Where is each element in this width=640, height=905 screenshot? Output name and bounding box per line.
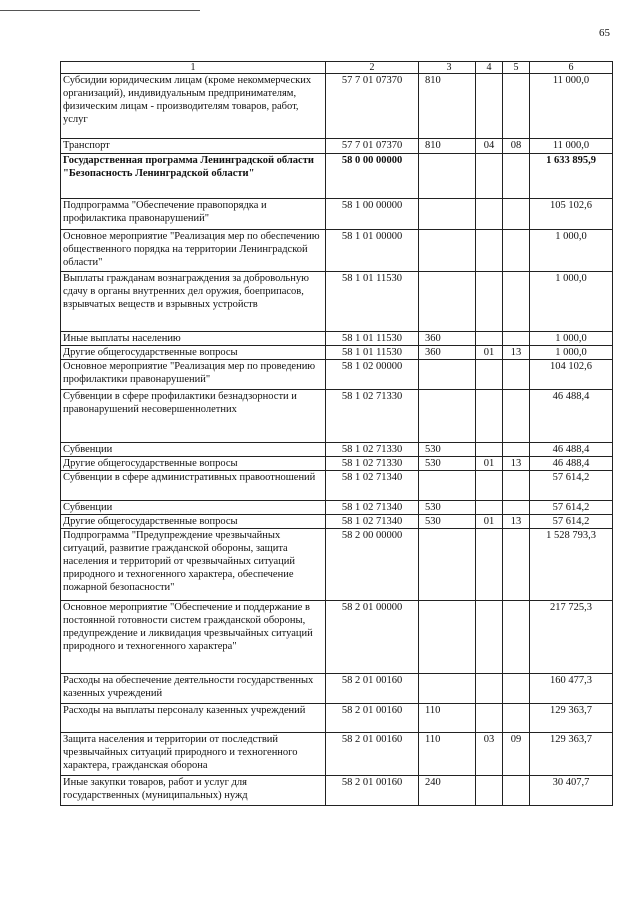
cell-code: 58 2 01 00160 [326,674,419,704]
cell-sub [503,704,530,733]
table-row [61,501,613,515]
cell-code: 58 1 02 71340 [326,471,419,501]
cell-sub: 13 [503,515,530,529]
cell-sub [503,443,530,457]
cell-type: 110 [419,733,476,776]
cell-sum: 1 000,0 [530,272,613,332]
cell-type [419,272,476,332]
cell-sec [476,360,503,390]
table-row [61,154,613,199]
cell-sub [503,360,530,390]
cell-sec [476,332,503,346]
table-row [61,199,613,230]
header-col-6: 6 [530,62,613,74]
cell-name: Государственная программа Ленинградской области "Безопасность Ленинградской области" [61,154,326,199]
cell-sum: 57 614,2 [530,501,613,515]
cell-type [419,360,476,390]
cell-type: 240 [419,776,476,806]
cell-name: Выплаты гражданам вознаграждения за добровольную сдачу в органы внутренних дел оружия, боеприпасов, взрывчатых веществ и взрывных устройств [61,272,326,332]
table-row [61,272,613,332]
cell-sub [503,230,530,272]
budget-table [60,61,613,806]
cell-sub [503,332,530,346]
cell-type: 110 [419,704,476,733]
cell-sec [476,74,503,139]
cell-name: Основное мероприятие "Реализация мер по обеспечению общественного порядка на территории Ленинградской области" [61,230,326,272]
cell-sum: 30 407,7 [530,776,613,806]
cell-sum: 217 725,3 [530,601,613,674]
cell-type [419,529,476,601]
cell-sec [476,674,503,704]
header-row [61,62,613,74]
cell-sec [476,154,503,199]
cell-sec: 01 [476,457,503,471]
cell-type [419,601,476,674]
table-row [61,704,613,733]
cell-sum: 1 000,0 [530,332,613,346]
cell-sub [503,390,530,443]
cell-sub: 13 [503,457,530,471]
cell-sec [476,272,503,332]
cell-code: 58 1 01 11530 [326,346,419,360]
cell-sec [476,390,503,443]
cell-code: 58 2 01 00160 [326,704,419,733]
cell-sum: 1 528 793,3 [530,529,613,601]
cell-sum: 129 363,7 [530,733,613,776]
cell-type [419,199,476,230]
cell-code: 58 1 01 11530 [326,332,419,346]
cell-code: 58 1 01 11530 [326,272,419,332]
cell-sec [476,471,503,501]
cell-sec [476,601,503,674]
cell-code: 58 1 02 71340 [326,501,419,515]
table-row [61,776,613,806]
table-row [61,443,613,457]
cell-name: Субвенции [61,501,326,515]
cell-name: Подпрограмма "Предупреждение чрезвычайных ситуаций, развитие гражданской обороны, защита населения и территорий от чрезвычайных ситуаций природного и техногенного характера, обеспечение пожарной безопасности" [61,529,326,601]
cell-code: 58 1 02 00000 [326,360,419,390]
cell-code: 58 2 01 00160 [326,776,419,806]
cell-sum: 46 488,4 [530,390,613,443]
table-row [61,332,613,346]
cell-type: 360 [419,332,476,346]
cell-sub [503,501,530,515]
cell-name: Субсидии юридическим лицам (кроме некоммерческих организаций), индивидуальным предпринимателям, физическим лицам - производителям товаров, работ, услуг [61,74,326,139]
header-col-3: 3 [419,62,476,74]
table-row [61,601,613,674]
cell-sum: 1 000,0 [530,230,613,272]
cell-code: 58 2 01 00000 [326,601,419,674]
header-col-4: 4 [476,62,503,74]
cell-sec: 01 [476,346,503,360]
header-col-1: 1 [61,62,326,74]
cell-sec [476,443,503,457]
cell-type: 530 [419,515,476,529]
cell-code: 58 2 00 00000 [326,529,419,601]
table-row [61,346,613,360]
cell-sum: 105 102,6 [530,199,613,230]
cell-type: 810 [419,74,476,139]
cell-code: 58 1 02 71340 [326,515,419,529]
cell-sec [476,704,503,733]
cell-sec [476,776,503,806]
cell-code: 58 1 02 71330 [326,457,419,471]
top-rule [0,10,200,11]
cell-sum: 11 000,0 [530,74,613,139]
table-row [61,471,613,501]
cell-sub [503,272,530,332]
table-body [61,74,613,806]
table-row [61,139,613,154]
cell-type [419,390,476,443]
cell-sec: 04 [476,139,503,154]
cell-type [419,471,476,501]
cell-sub [503,776,530,806]
cell-sec [476,199,503,230]
cell-sum: 104 102,6 [530,360,613,390]
cell-sum: 46 488,4 [530,457,613,471]
cell-sub [503,471,530,501]
cell-name: Иные выплаты населению [61,332,326,346]
cell-type [419,230,476,272]
cell-sub [503,74,530,139]
cell-sum: 1 633 895,9 [530,154,613,199]
cell-type: 360 [419,346,476,360]
cell-name: Транспорт [61,139,326,154]
cell-name: Основное мероприятие "Обеспечение и поддержание в постоянной готовности систем гражданской обороны, предупреждение и ликвидация чрезвычайных ситуаций природного и техногенного характера" [61,601,326,674]
cell-sum: 160 477,3 [530,674,613,704]
cell-code: 58 2 01 00160 [326,733,419,776]
table-row [61,457,613,471]
cell-sub: 13 [503,346,530,360]
cell-sum: 1 000,0 [530,346,613,360]
table-row [61,733,613,776]
cell-name: Субвенции в сфере профилактики безнадзорности и правонарушений несовершеннолетних [61,390,326,443]
cell-name: Основное мероприятие "Реализация мер по проведению профилактики правонарушений" [61,360,326,390]
cell-code: 58 1 01 00000 [326,230,419,272]
header-col-5: 5 [503,62,530,74]
cell-sec [476,230,503,272]
cell-sub [503,199,530,230]
table-row [61,360,613,390]
table-row [61,674,613,704]
cell-type [419,674,476,704]
cell-type: 530 [419,457,476,471]
table-row [61,529,613,601]
cell-sum: 46 488,4 [530,443,613,457]
cell-sub: 09 [503,733,530,776]
table-row [61,74,613,139]
cell-type: 530 [419,443,476,457]
cell-code: 58 1 02 71330 [326,443,419,457]
cell-code: 58 1 00 00000 [326,199,419,230]
cell-sum: 11 000,0 [530,139,613,154]
cell-sub [503,154,530,199]
cell-name: Другие общегосударственные вопросы [61,346,326,360]
page-number: 65 [599,27,610,39]
cell-type: 810 [419,139,476,154]
cell-name: Другие общегосударственные вопросы [61,457,326,471]
cell-name: Субвенции в сфере административных правоотношений [61,471,326,501]
cell-sum: 129 363,7 [530,704,613,733]
cell-sub [503,601,530,674]
cell-name: Расходы на обеспечение деятельности государственных казенных учреждений [61,674,326,704]
cell-name: Субвенции [61,443,326,457]
cell-sec [476,529,503,601]
table-row [61,230,613,272]
cell-type: 530 [419,501,476,515]
cell-code: 57 7 01 07370 [326,139,419,154]
table-row [61,390,613,443]
cell-name: Другие общегосударственные вопросы [61,515,326,529]
cell-sub: 08 [503,139,530,154]
cell-code: 58 1 02 71330 [326,390,419,443]
cell-sec: 01 [476,515,503,529]
cell-type [419,154,476,199]
cell-sec: 03 [476,733,503,776]
cell-sub [503,529,530,601]
table-row [61,515,613,529]
cell-name: Расходы на выплаты персоналу казенных учреждений [61,704,326,733]
cell-code: 57 7 01 07370 [326,74,419,139]
cell-sec [476,501,503,515]
cell-name: Защита населения и территории от последствий чрезвычайных ситуаций природного и техногенного характера, гражданская оборона [61,733,326,776]
cell-name: Подпрограмма "Обеспечение правопорядка и профилактика правонарушений" [61,199,326,230]
cell-code: 58 0 00 00000 [326,154,419,199]
cell-name: Иные закупки товаров, работ и услуг для государственных (муниципальных) нужд [61,776,326,806]
cell-sum: 57 614,2 [530,471,613,501]
cell-sub [503,674,530,704]
header-col-2: 2 [326,62,419,74]
cell-sum: 57 614,2 [530,515,613,529]
